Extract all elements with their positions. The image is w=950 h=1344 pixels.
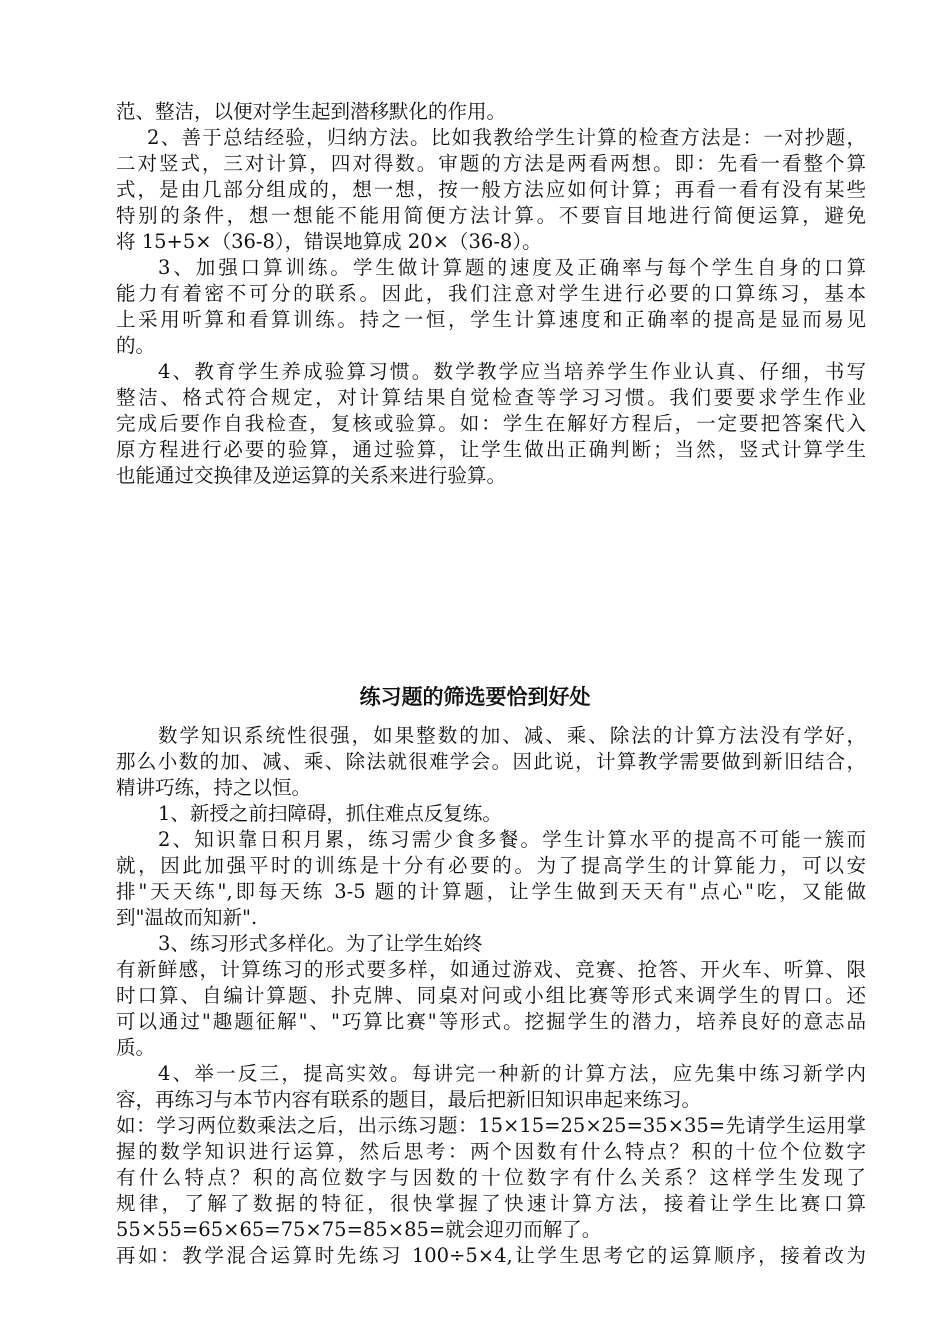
paragraph-line: 55×55=65×65=75×75=85×85=就会迎刃而解了。 xyxy=(116,1218,602,1241)
paragraph-line: 质。 xyxy=(116,1036,156,1059)
paragraph-line: 整洁、格式符合规定，对计算结果自觉检查等学习习惯。我们要要求学生作业 xyxy=(116,386,866,409)
paragraph-line: 规律，了解了数据的特征，很快掌握了快速计算方法，接着让学生比赛口算 xyxy=(116,1192,866,1215)
paragraph-line: 将 15+5×（36-8），错误地算成 20×（36-8）。 xyxy=(116,230,542,253)
paragraph-line: 3、练习形式多样化。为了让学生始终 xyxy=(158,932,483,955)
paragraph-line: 有新鲜感，计算练习的形式要多样，如通过游戏、竞赛、抢答、开火车、听算、限 xyxy=(116,958,866,981)
paragraph-line: 3、加强口算训练。学生做计算题的速度及正确率与每个学生自身的口算 xyxy=(158,256,866,279)
paragraph-line: 有什么特点？积的高位数字与因数的十位数字有什么关系？这样学生发现了 xyxy=(116,1166,866,1189)
paragraph-line: 式，是由几部分组成的，想一想，按一般方法应如何计算；再看一看有没有某些 xyxy=(116,178,866,201)
paragraph-line: 那么小数的加、减、乘、除法就很难学会。因此说，计算教学需要做到新旧结合， xyxy=(116,750,866,773)
paragraph-line: 时口算、自编计算题、扑克牌、同桌对问或小组比赛等形式来调学生的胃口。还 xyxy=(116,984,866,1007)
paragraph-line: 也能通过交换律及逆运算的关系来进行验算。 xyxy=(116,464,507,487)
paragraph-line: 到"温故而知新". xyxy=(116,906,258,929)
paragraph-line: 完成后要作自我检查，复核或验算。如：学生在解好方程后，一定要把答案代入 xyxy=(116,412,866,435)
paragraph-line: 2、善于总结经验，归纳方法。比如我教给学生计算的检查方法是：一对抄题， xyxy=(147,126,866,149)
paragraph-line: 2、知识靠日积月累，练习需少食多餐。学生计算水平的提高不可能一簇而 xyxy=(158,828,866,851)
paragraph-line: 范、整洁，以便对学生起到潜移默化的作用。 xyxy=(116,100,507,123)
paragraph-line: 原方程进行必要的验算，通过验算，让学生做出正确判断；当然，竖式计算学生 xyxy=(116,438,866,461)
paragraph-line: 如：学习两位数乘法之后，出示练习题：15×15=25×25=35×35=先请学生运用掌 xyxy=(116,1114,866,1137)
paragraph-line: 可以通过"趣题征解"、"巧算比赛"等形式。挖掘学生的潜力，培养良好的意志品 xyxy=(116,1010,866,1033)
paragraph-line: 容，再练习与本节内容有联系的题目，最后把新旧知识串起来练习。 xyxy=(116,1088,702,1111)
paragraph-line: 特别的条件，想一想能不能用简便方法计算。不要盲目地进行简便运算，避免 xyxy=(116,204,866,227)
paragraph-line: 4、举一反三，提高实效。每讲完一种新的计算方法，应先集中练习新学内 xyxy=(158,1062,866,1085)
paragraph-line: 上采用听算和看算训练。持之一恒，学生计算速度和正确率的提高是显而易见 xyxy=(116,308,866,331)
paragraph-line: 排"天天练",即每天练 3-5 题的计算题，让学生做到天天有"点心"吃，又能做 xyxy=(116,880,866,903)
paragraph-line: 能力有着密不可分的联系。因此，我们注意对学生进行必要的口算练习，基本 xyxy=(116,282,866,305)
paragraph-line: 数学知识系统性很强，如果整数的加、减、乘、除法的计算方法没有学好， xyxy=(158,724,866,747)
paragraph-line: 的。 xyxy=(116,334,156,357)
paragraph-line: 精讲巧练，持之以恒。 xyxy=(116,776,312,799)
paragraph-line: 二对竖式，三对计算，四对得数。审题的方法是两看两想。即：先看一看整个算 xyxy=(116,152,866,175)
paragraph-line: 再如：教学混合运算时先练习 100÷5×4,让学生思考它的运算顺序，接着改为 xyxy=(116,1244,866,1267)
paragraph-line: 4、教育学生养成验算习惯。数学教学应当培养学生作业认真、仔细，书写 xyxy=(158,360,866,383)
paragraph-line: 握的数学知识进行运算，然后思考：两个因数有什么特点？积的十位个位数字 xyxy=(116,1140,866,1163)
section-title: 练习题的筛选要恰到好处 xyxy=(359,685,591,709)
paragraph-line: 就，因此加强平时的训练是十分有必要的。为了提高学生的计算能力，可以安 xyxy=(116,854,866,877)
paragraph-line: 1、新授之前扫障碍，抓住难点反复练。 xyxy=(158,802,502,825)
